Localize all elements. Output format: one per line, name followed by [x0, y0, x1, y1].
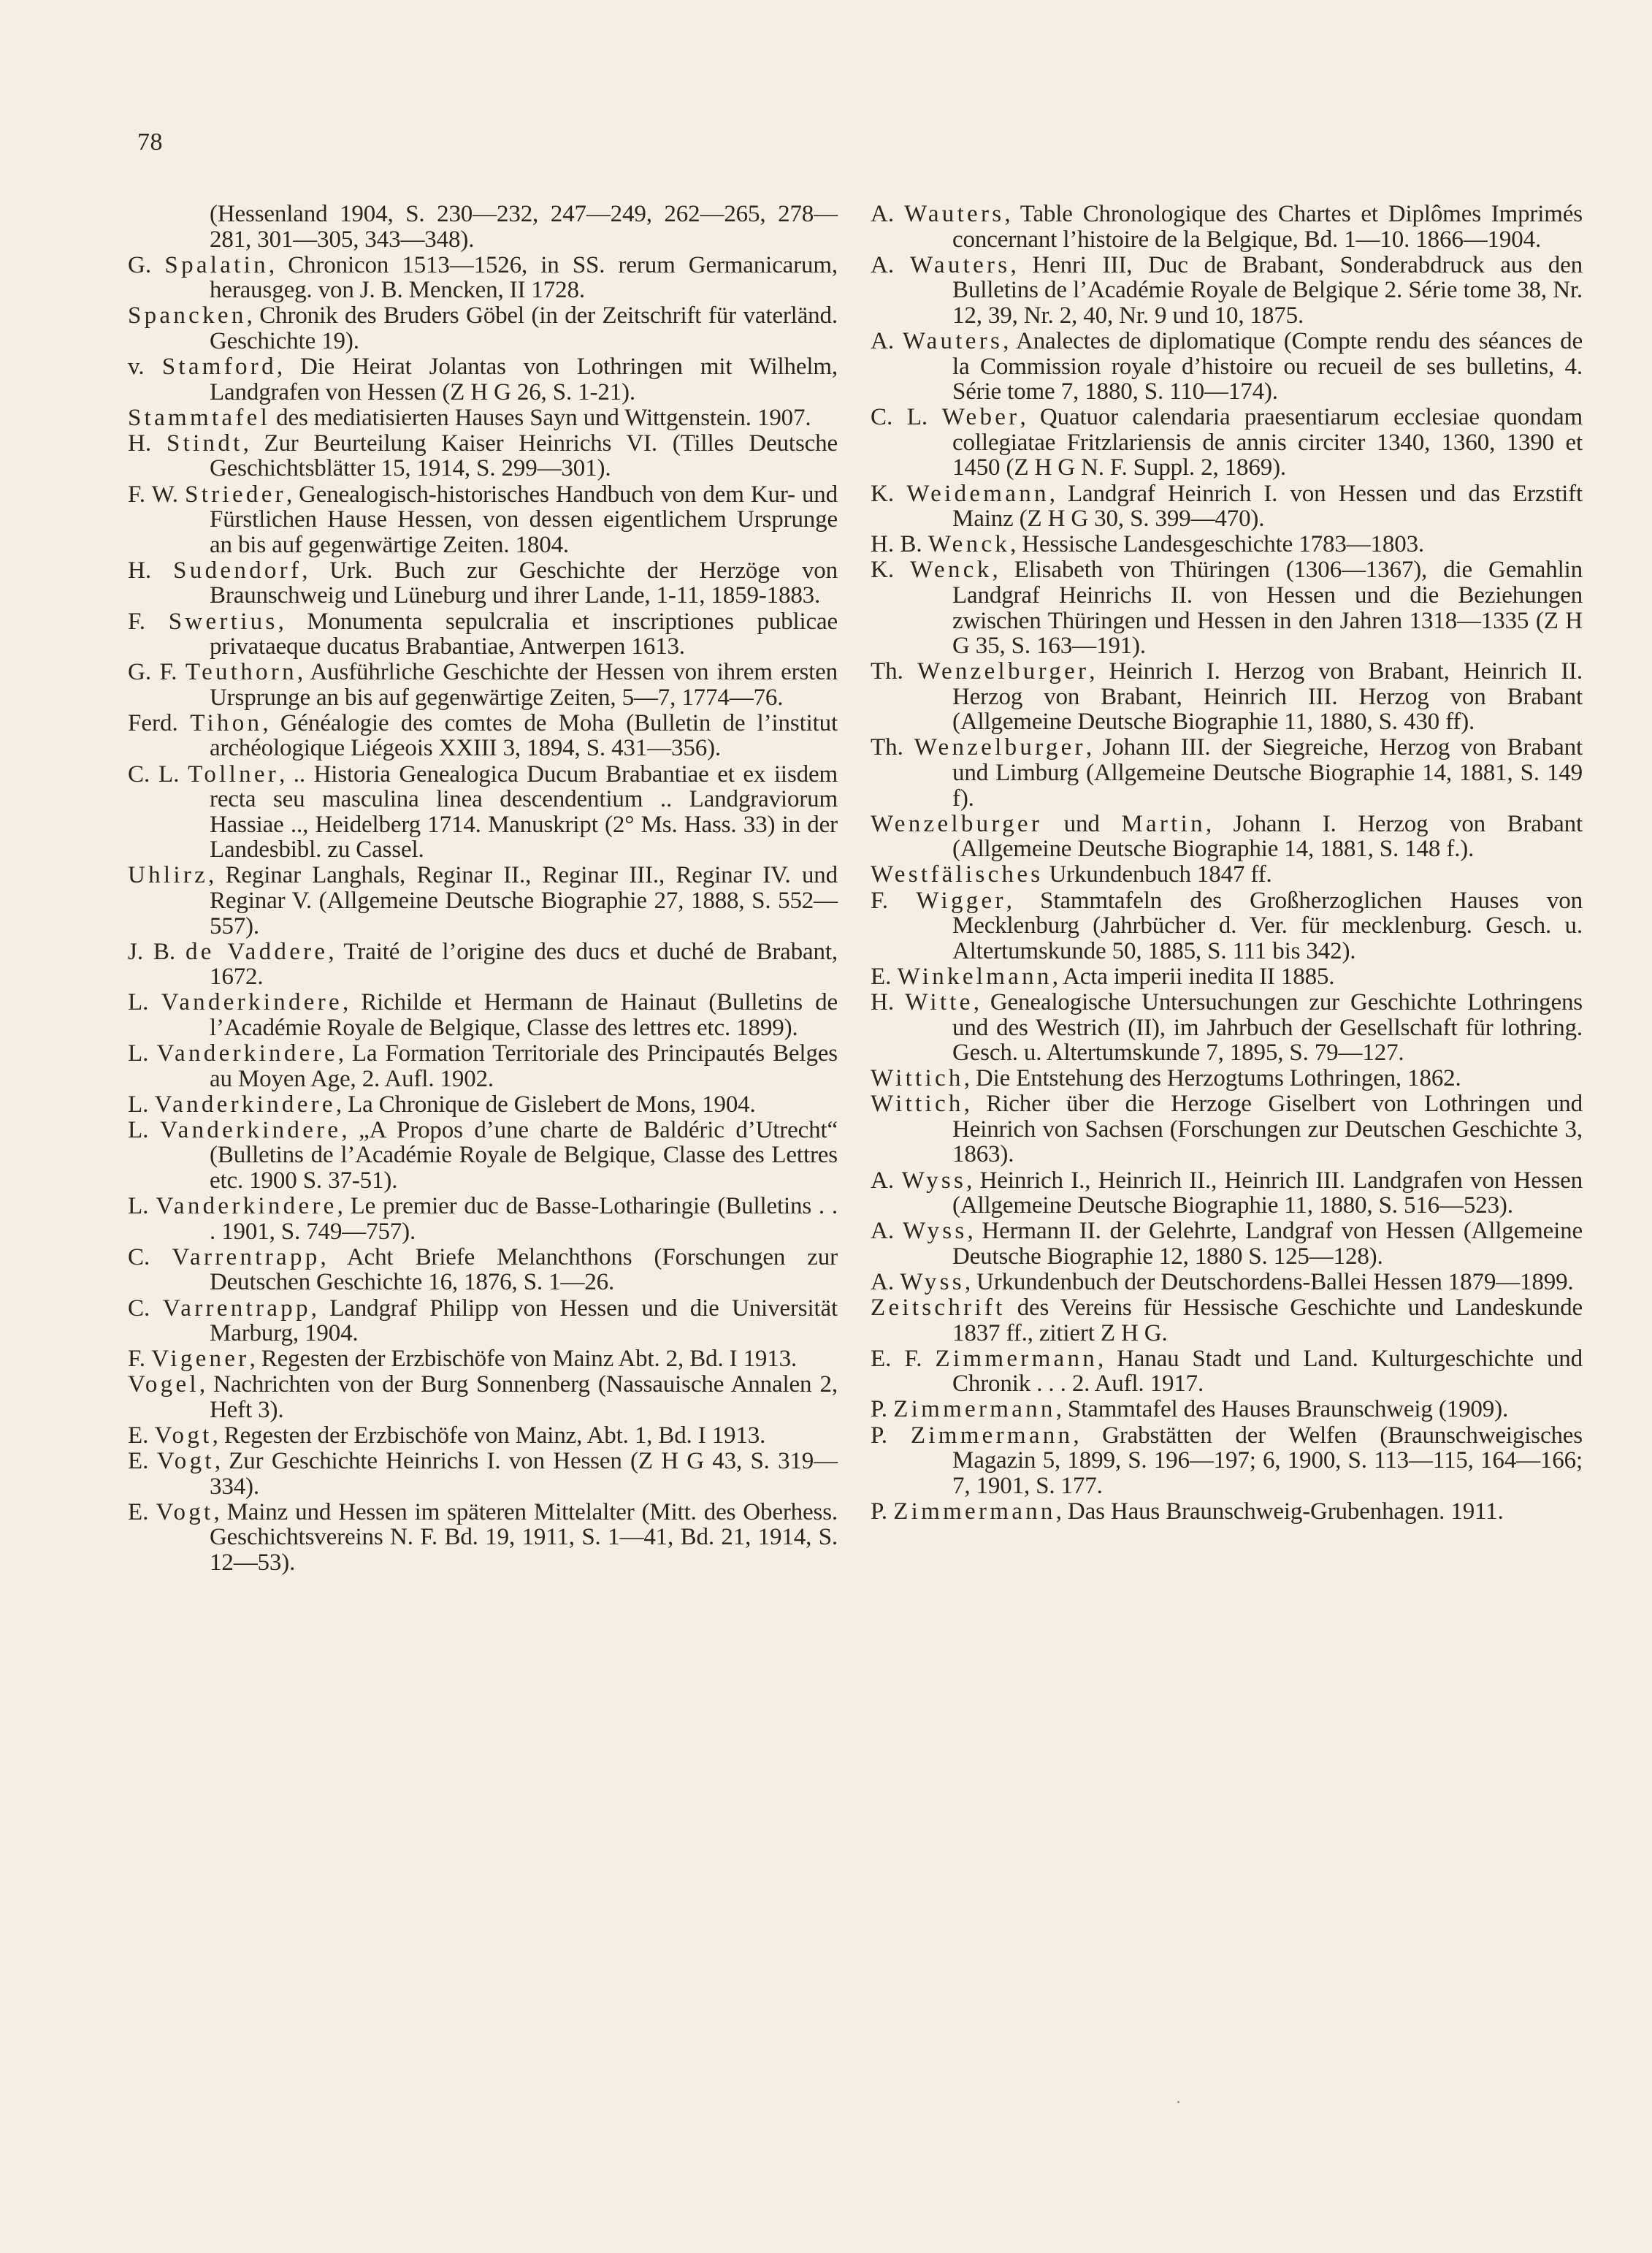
entry-prefix: C.: [128, 1243, 172, 1270]
specks-mark: [1177, 2101, 1179, 2103]
entry-prefix: v.: [128, 354, 162, 381]
bibliography-entry: [871, 1346, 1583, 1397]
entry-prefix: A.: [871, 327, 903, 354]
entry-author: Wittich: [871, 1065, 964, 1092]
entry-author: Wittich: [871, 1091, 964, 1118]
bibliography-entry: [871, 1168, 1583, 1219]
entry-author: Weidemann: [906, 480, 1049, 507]
entry-text: , Grabstätten der Welfen (Braunschweigisches Magazin 5, 1899, S. 196—197; 6, 1900, S. 113—115, 164—166; 7, 1901, S. 177.: [952, 1422, 1583, 1499]
bibliography-entry: [871, 557, 1583, 658]
entry-prefix: H.: [128, 430, 167, 457]
entry-text: , Zur Geschichte Heinrichs I. von Hessen (Z H G 43, S. 319—334).: [210, 1448, 838, 1500]
bibliography-entry: [128, 405, 838, 431]
entry-prefix: L.: [128, 1193, 156, 1220]
entry-prefix: F.: [128, 1346, 152, 1373]
entry-text: , Hessische Landesgeschichte 1783—1803.: [1010, 531, 1425, 558]
bibliography-entry: [871, 862, 1583, 888]
entry-text: , Zur Beurteilung Kaiser Heinrichs VI. (Tilles Deutsche Geschichtsblätter 15, 1914, S. 299—301).: [210, 430, 838, 482]
entry-text: , Chronicon 1513—1526, in SS. rerum Germanicarum, herausgeg. von J. B. Mencken, II 1728.: [210, 251, 838, 304]
entry-author: Witte: [905, 988, 974, 1015]
bibliography-entry: [871, 990, 1583, 1066]
entry-author: Sudendorf: [173, 557, 302, 584]
entry-prefix: A.: [871, 1218, 903, 1245]
entry-text: , La Chronique de Gislebert de Mons, 1904.: [335, 1091, 756, 1118]
entry-author: Strieder: [185, 481, 286, 508]
bibliography-entry: [128, 482, 838, 558]
bibliography-entry: [128, 939, 838, 990]
bibliography-entry: [871, 735, 1583, 811]
bibliography-entry: [871, 1499, 1583, 1525]
entry-author: Tihon: [190, 709, 263, 736]
entry-text: , Elisabeth von Thüringen (1306—1367), die Gemahlin Landgraf Heinrichs II. von Hessen und die Beziehungen zwischen Thüringen und Hessen in den Jahren 1318—1335 (Z H G 35, S. 163—191).: [952, 557, 1583, 660]
bibliography-entry: [128, 762, 838, 863]
entry-prefix: E. F.: [871, 1345, 936, 1372]
bibliography-entry: [871, 1270, 1583, 1295]
bibliography-entry: [128, 660, 838, 710]
bibliography-entry: [128, 711, 838, 761]
entry-text: , Henri III, Duc de Brabant, Sonderabdruck aus den Bulletins de l’Académie Royale de Belgique 2. Série tome 38, Nr. 12, 39, Nr. 2, 40, Nr. 9 und 10, 1875.: [952, 251, 1583, 329]
bibliography-entry: [128, 202, 838, 252]
entry-author: Vanderkindere: [160, 1116, 342, 1143]
bibliography-entry: [871, 1219, 1583, 1269]
entry-prefix: H.: [128, 557, 174, 584]
entry-text: , Johann III. der Siegreiche, Herzog von Brabant und Limburg (Allgemeine Deutsche Biographie 14, 1881, S. 149 f).: [952, 734, 1583, 812]
entry-text: , Nachrichten von der Burg Sonnenberg (Nassauische Annalen 2, Heft 3).: [199, 1371, 838, 1423]
entry-author: Zimmermann: [935, 1345, 1098, 1372]
entry-text: , Richer über die Herzoge Giselbert von Lothringen und Heinrich von Sachsen (Forschungen zur Deutschen Geschichte 3, 1863).: [952, 1091, 1583, 1168]
entry-prefix: E.: [128, 1498, 156, 1525]
entry-text: , Genealogisch-historisches Handbuch von dem Kur- und Fürstlichen Hause Hessen, von dessen eigentlichem Ursprunge an bis auf gegenwärtige Zeiten. 1804.: [210, 481, 838, 558]
bibliography-entry: [128, 431, 838, 481]
entry-prefix: A.: [871, 201, 905, 227]
entry-text: (Hessenland 1904, S. 230—232, 247—249, 262—265, 278—281, 301—305, 343—348).: [210, 201, 838, 253]
entry-prefix: C.: [128, 1295, 163, 1322]
entry-prefix: J. B.: [128, 938, 186, 965]
bibliography-entry: [871, 964, 1583, 990]
entry-author: Varrentrapp: [172, 1243, 321, 1270]
entry-text: , „A Propos d’une charte de Baldéric d’Utrecht“ (Bulletins de l’Académie Royale de Belgique, Classe des Lettres etc. 1900 S. 37-51).: [210, 1116, 838, 1194]
bibliography-entry: [871, 253, 1583, 329]
entry-author: Stamford: [161, 354, 277, 381]
entry-author: Spalatin: [164, 251, 269, 278]
entry-text: , Reginar Langhals, Reginar II., Reginar III., Reginar IV. und Reginar V. (Allgemeine Deutsche Biographie 27, 1888, S. 552—557).: [208, 862, 838, 939]
entry-text: , Acta imperii inedita II 1885.: [1052, 963, 1335, 990]
entry-author: Vanderkindere: [154, 1091, 336, 1118]
entry-text: , Monumenta sepulcralia et inscriptiones publicae privataeque ducatus Brabantiae, Antwerpen 1613.: [210, 608, 838, 660]
entry-author: Vogt: [156, 1498, 214, 1525]
entry-author: Vigener: [151, 1346, 250, 1373]
entry-prefix: G.: [128, 251, 165, 278]
bibliography-entry: [871, 1295, 1583, 1346]
entry-author: Westfälisches: [871, 861, 1044, 888]
entry-text-second: , Johann I. Herzog von Brabant (Allgemeine Deutsche Biographie 14, 1881, S. 148 f.).: [952, 810, 1583, 863]
entry-prefix: K.: [871, 557, 911, 584]
entry-prefix: E.: [128, 1422, 155, 1449]
entry-prefix: E.: [871, 963, 898, 990]
entry-prefix: Th.: [871, 658, 918, 685]
entry-prefix: K.: [871, 480, 907, 507]
entry-text: , Richilde et Hermann de Hainaut (Bulletins de l’Académie Royale de Belgique, Classe des lettres etc. 1899).: [210, 989, 838, 1041]
entry-prefix: F.: [128, 608, 169, 635]
bibliography-entry: [128, 253, 838, 303]
entry-text: , Table Chronologique des Chartes et Diplômes Imprimés concernant l’histoire de la Belgique, Bd. 1—10. 1866—1904.: [952, 201, 1583, 253]
bibliography-entry: [871, 1066, 1583, 1091]
entry-author: Wenck: [928, 531, 1011, 558]
bibliography-entry: [128, 1092, 838, 1118]
bibliography-entry: [871, 888, 1583, 964]
entry-text: , Landgraf Heinrich I. von Hessen und das Erzstift Mainz (Z H G 30, S. 399—470).: [952, 480, 1583, 533]
entry-author: Stammtafel: [128, 404, 271, 431]
bibliography-entry: [871, 329, 1583, 405]
entry-text: , La Formation Territoriale des Principautés Belges au Moyen Age, 2. Aufl. 1902.: [210, 1040, 838, 1092]
entry-text: , Stammtafeln des Großherzoglichen Hauses von Mecklenburg (Jahrbücher d. Ver. für mecklenburg. Gesch. u. Altertumskunde 50, 1885, S. 111 bis 342).: [952, 887, 1583, 964]
bibliography-entry: [128, 1194, 838, 1244]
entry-author: Swertius: [168, 608, 278, 635]
bibliography-entry: [871, 405, 1583, 481]
entry-text: , Généalogie des comtes de Moha (Bulletin de l’institut archéologique Liégeois XXIII 3, 1894, S. 431—356).: [210, 709, 838, 762]
bibliography-entry: [128, 609, 838, 660]
entry-prefix: Ferd.: [128, 709, 191, 736]
page-number: 78: [137, 129, 163, 156]
entry-prefix: Th.: [871, 734, 914, 761]
entry-prefix: C. L.: [128, 760, 188, 788]
entry-text: , Quatuor calendaria praesentiarum ecclesiae quondam collegiatae Fritzlariensis de annis circiter 1340, 1360, 1390 et 1450 (Z H G N. F. Suppl. 2, 1869).: [952, 404, 1583, 481]
bibliography-entry: [128, 990, 838, 1040]
bibliography-entry: [128, 863, 838, 939]
entry-text: , Stammtafel des Hauses Braunschweig (1909).: [1055, 1396, 1509, 1423]
entry-author: Wyss: [900, 1268, 965, 1295]
entry-author: Weber: [941, 404, 1020, 431]
entry-prefix: F. W.: [128, 481, 186, 508]
entry-text: , Chronik des Bruders Göbel (in der Zeitschrift für vaterländ. Geschichte 19).: [210, 302, 838, 354]
bibliography-entry: [871, 532, 1583, 557]
bibliography-entry: [871, 659, 1583, 735]
entry-text: , Le premier duc de Basse-Lotharingie (Bulletins . . . 1901, S. 749—757).: [210, 1193, 838, 1245]
bibliography-entry: [128, 354, 838, 405]
entry-prefix: P.: [871, 1396, 894, 1423]
bibliography-entry: [871, 1397, 1583, 1422]
entry-text: , Landgraf Philipp von Hessen und die Universität Marburg, 1904.: [210, 1295, 838, 1347]
entry-prefix: F.: [871, 887, 917, 914]
entry-author: Stindt: [166, 430, 243, 457]
entry-prefix: C. L.: [871, 404, 942, 431]
entry-prefix: E.: [128, 1448, 157, 1475]
entry-text: , Heinrich I. Herzog von Brabant, Heinrich II. Herzog von Brabant, Heinrich III. Herzog von Brabant (Allgemeine Deutsche Biographie 11, 1880, S. 430 ff).: [952, 658, 1583, 736]
entry-author: Wauters: [904, 201, 1005, 227]
entry-text: , Das Haus Braunschweig-Grubenhagen. 1911.: [1055, 1498, 1504, 1525]
bibliography-entry: [128, 1118, 838, 1194]
entry-text: und: [1042, 810, 1122, 837]
bibliography-entry: [871, 1091, 1583, 1167]
bibliography-entry: [128, 1500, 838, 1576]
entry-text: , Hermann II. der Gelehrte, Landgraf von Hessen (Allgemeine Deutsche Biographie 12, 1880 S. 125—128).: [952, 1218, 1583, 1270]
entry-author: Vogt: [156, 1448, 215, 1475]
entry-author: Wenzelburger: [871, 810, 1043, 837]
entry-prefix: H.: [871, 988, 906, 1015]
entry-prefix: A.: [871, 1268, 900, 1295]
entry-author: Vanderkindere: [161, 989, 343, 1016]
bibliography-entry: [871, 202, 1583, 252]
entry-author-second: Martin: [1121, 810, 1206, 837]
entry-author: Vanderkindere: [156, 1040, 338, 1067]
entry-text: , Urk. Buch zur Geschichte der Herzöge von Braunschweig und Lüneburg und ihrer Lande, 1-11, 1859-1883.: [210, 557, 838, 609]
entry-author: Vogel: [128, 1371, 199, 1398]
entry-author: Wigger: [916, 887, 1006, 914]
entry-prefix: L.: [128, 989, 161, 1016]
entry-author: Varrentrapp: [162, 1295, 311, 1322]
entry-text: , Regesten der Erzbischöfe von Mainz Abt. 2, Bd. I 1913.: [249, 1346, 798, 1373]
entry-author: Tollner: [188, 760, 280, 788]
bibliography-entry: [128, 1423, 838, 1449]
entry-prefix: L.: [128, 1091, 155, 1118]
bibliography-entry: [128, 303, 838, 354]
entry-author: Wenck: [910, 557, 993, 584]
entry-prefix: P.: [871, 1498, 894, 1525]
entry-text: des Vereins für Hessische Geschichte und Landeskunde 1837 ff., zitiert Z H G.: [952, 1295, 1583, 1346]
entry-author: Vogt: [154, 1422, 213, 1449]
entry-author: Zimmermann: [910, 1422, 1074, 1449]
entry-text: , Regesten der Erzbischöfe von Mainz, Abt. 1, Bd. I 1913.: [212, 1422, 766, 1449]
entry-text: , Acht Briefe Melanchthons (Forschungen zur Deutschen Geschichte 16, 1876, S. 1—26.: [210, 1243, 838, 1296]
entry-text: Urkundenbuch 1847 ff.: [1043, 861, 1272, 888]
entry-text: , .. Historia Genealogica Ducum Brabantiae et ex iisdem recta seu masculina linea descendentium .. Landgraviorum Hassiae .., Heidelberg 1714. Manuskript (2° Ms. Hass. 33) in der Landesbibl. zu Cassel.: [210, 760, 838, 864]
entry-text: , Analectes de diplomatique (Compte rendu des séances de la Commission royale d’histoire ou recueil de ses bulletins, 4. Série tome 7, 1880, S. 110—174).: [952, 327, 1583, 405]
entry-text: , Traité de l’origine des ducs et duché de Brabant, 1672.: [210, 938, 838, 991]
bibliography-entry: [871, 1423, 1583, 1499]
bibliography-entry: [128, 1372, 838, 1422]
entry-author: Spancken: [128, 302, 247, 329]
bibliography-entry: [871, 481, 1583, 532]
bibliography-entry: [871, 812, 1583, 862]
entry-author: Zimmermann: [893, 1498, 1056, 1525]
entry-text: , Urkundenbuch der Deutschordens-Ballei Hessen 1879—1899.: [964, 1268, 1574, 1295]
entry-author: Wyss: [903, 1218, 968, 1245]
entry-author: Zimmermann: [893, 1396, 1056, 1423]
entry-author: Wenzelburger: [914, 734, 1086, 761]
entry-prefix: G. F.: [128, 659, 186, 686]
bibliography-entry: [128, 1041, 838, 1091]
entry-text: , Ausführliche Geschichte der Hessen von ihrem ersten Ursprunge an bis auf gegenwärtige Zeiten, 5—7, 1774—76.: [210, 659, 838, 711]
entry-text: , Heinrich I., Heinrich II., Heinrich III. Landgrafen von Hessen (Allgemeine Deutsche Biographie 11, 1880, S. 516—523).: [952, 1167, 1583, 1219]
entry-author: Wyss: [901, 1167, 967, 1194]
entry-author: Teuthorn: [185, 659, 297, 686]
entry-text: , Hanau Stadt und Land. Kulturgeschichte und Chronik . . . 2. Aufl. 1917.: [952, 1345, 1583, 1398]
entry-author: Wauters: [910, 251, 1011, 278]
entry-prefix: A.: [871, 251, 911, 278]
bibliography-entry: [128, 1449, 838, 1499]
entry-author: Wenzelburger: [917, 658, 1090, 685]
entry-prefix: L.: [128, 1040, 157, 1067]
entry-author: Uhlirz: [128, 862, 209, 889]
entry-text: , Mainz und Hessen im späteren Mittelalter (Mitt. des Oberhess. Geschichtsvereins N. F. Bd. 19, 1911, S. 1—41, Bd. 21, 1914, S. 12—53).: [210, 1498, 838, 1576]
entry-text: des mediatisierten Hauses Sayn und Wittgenstein. 1907.: [270, 404, 811, 431]
entry-author: Zeitschrift: [871, 1295, 1006, 1322]
bibliography-entry: [128, 1296, 838, 1346]
entry-author: de Vaddere: [185, 938, 329, 965]
bibliography-entry: [128, 558, 838, 609]
entry-text: , Genealogische Untersuchungen zur Geschichte Lothringens und des Westrich (II), im Jahrbuch der Gesellschaft für lothring. Gesch. u. Altertumskunde 7, 1895, S. 79—127.: [952, 988, 1583, 1067]
entry-author: Wauters: [902, 327, 1003, 354]
entry-prefix: A.: [871, 1167, 902, 1194]
bibliography-entry: [128, 1245, 838, 1295]
bibliography-left-column: [128, 202, 838, 1576]
entry-prefix: P.: [871, 1422, 911, 1449]
entry-prefix: H. B.: [871, 531, 928, 558]
entry-prefix: L.: [128, 1116, 161, 1143]
entry-text: , Die Heirat Jolantas von Lothringen mit Wilhelm, Landgrafen von Hessen (Z H G 26, S. 1-21).: [210, 354, 838, 405]
bibliography-entry: [128, 1346, 838, 1372]
entry-text: , Die Entstehung des Herzogtums Lothringen, 1862.: [963, 1065, 1461, 1092]
entry-author: Winkelmann: [897, 963, 1052, 990]
entry-author: Vanderkindere: [156, 1193, 337, 1220]
bibliography-right-column: [871, 202, 1583, 1525]
